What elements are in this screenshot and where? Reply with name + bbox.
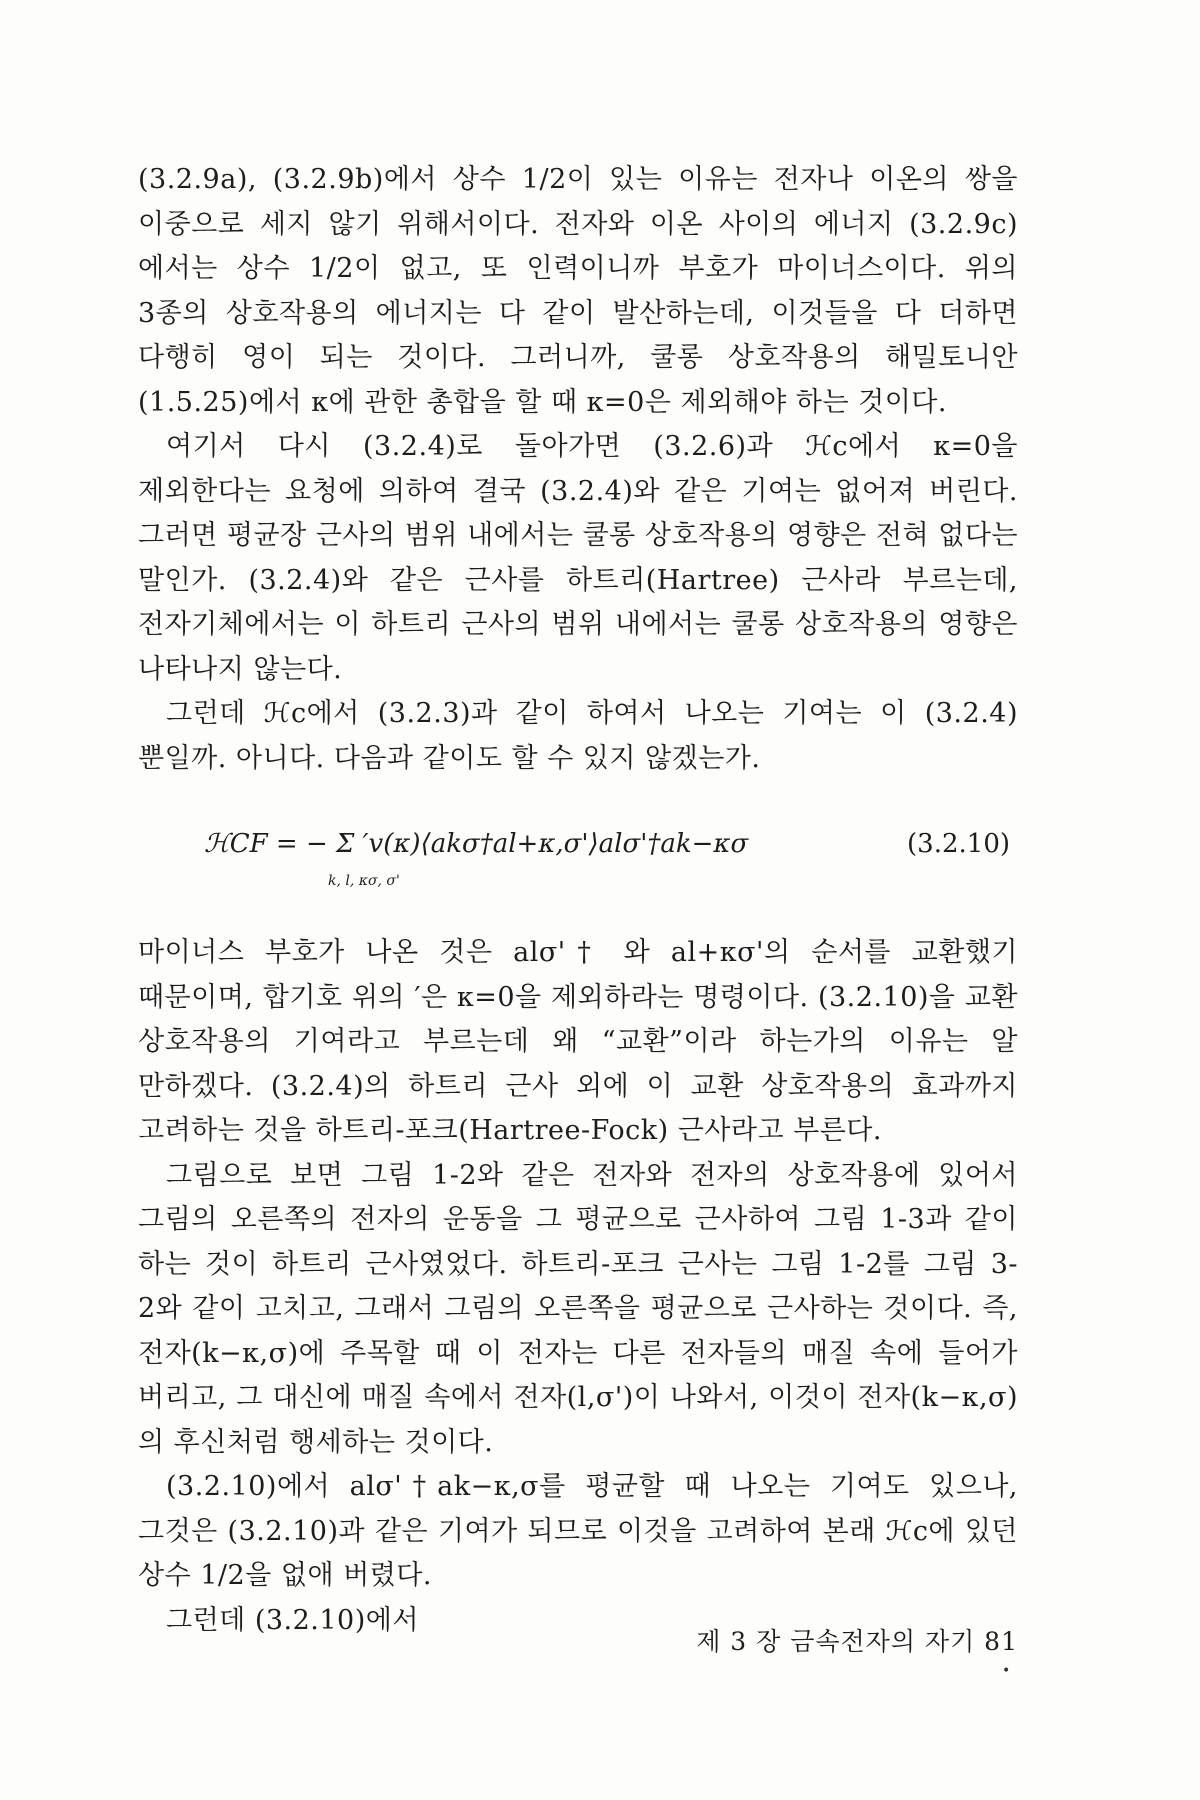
print-speck: •	[1002, 1663, 1011, 1679]
equation-3-2-10	[138, 781, 1018, 931]
body-text	[138, 158, 1018, 1643]
paragraph-2: 여기서 다시 (3.2.4)로 돌아가면 (3.2.6)과 ℋc에서 κ=0을 제외한다는 요청에 의하여 결국 (3.2.4)와 같은 기여는 없어져 버린다. 그러면 평균장 근사의 범위 내에서는 쿨롱 상호작용의 영향은 전혀 없다는 말인가. (3.2.4)와 같은 근사를 하트리(Hartree) 근사라 부르는데, 전자기체에서는 이 하트리 근사의 범위 내에서는 쿨롱 상호작용의 영향은 나타나지 않는다.	[138, 431, 1018, 685]
paragraph-1: (3.2.9a), (3.2.9b)에서 상수 1/2이 있는 이유는 전자나 이온의 쌍을 이중으로 세지 않기 위해서이다. 전자와 이온 사이의 에너지 (3.2.9c)에서는 상수 1/2이 없고, 또 인력이니까 부호가 마이너스이다. 위의 3종의 상호작용의 에너지는 다 같이 발산하는데, 이것들을 다 더하면 다행히 영이 되는 것이다. 그러니까, 쿨롱 상호작용의 해밀토니안 (1.5.25)에서 κ에 관한 총합을 할 때 κ=0은 제외해야 하는 것이다.	[138, 164, 1018, 418]
equation-number: (3.2.10)	[907, 829, 1010, 859]
paragraph-6: (3.2.10)에서 alσ'†ak−κ,σ를 평균할 때 나오는 기여도 있으나, 그것은 (3.2.10)과 같은 기여가 되므로 이것을 고려하여 본래 ℋc에 있던 상수 1/2을 없애 버렸다.	[138, 1471, 1018, 1591]
equation-formula: ℋCF = − Σ ′v(κ)⟨akσ†al+κ,σ'⟩alσ'†ak−κσ	[204, 829, 749, 859]
paragraph-7: 그런데 (3.2.10)에서	[166, 1604, 419, 1636]
paragraph-4: 마이너스 부호가 나온 것은 alσ'† 와 al+κσ'의 순서를 교환했기 때문이며, 합기호 위의 ′은 κ=0을 제외하라는 명령이다. (3.2.10)을 교환 상호작용의 기여라고 부르는데 왜 “교환”이라 하는가의 이유는 알 만하겠다. (3.2.4)의 하트리 근사 외에 이 교환 상호작용의 효과까지 고려하는 것을 하트리-포크(Hartree-Fock) 근사라고 부른다.	[138, 937, 1018, 1146]
equation-sum-subscript: k, l, κσ, σ'	[328, 873, 400, 889]
paragraph-5: 그림으로 보면 그림 1-2와 같은 전자와 전자의 상호작용에 있어서 그림의 오른쪽의 전자의 운동을 그 평균으로 근사하여 그림 1-3과 같이 하는 것이 하트리 근사였었다. 하트리-포크 근사는 그림 1-2를 그림 3-2와 같이 고치고, 그래서 그림의 오른쪽을 평균으로 근사하는 것이다. 즉, 전자(k−κ,σ)에 주목할 때 이 전자는 다른 전자들의 매질 속에 들어가 버리고, 그 대신에 매질 속에서 전자(l,σ')이 나와서, 이것이 전자(k−κ,σ)의 후신처럼 행세하는 것이다.	[138, 1159, 1018, 1458]
running-footer: 제 3 장 금속전자의 자기 81	[696, 1627, 1018, 1656]
paragraph-3: 그런데 ℋc에서 (3.2.3)과 같이 하여서 나오는 기여는 이 (3.2.4)뿐일까. 아니다. 다음과 같이도 할 수 있지 않겠는가.	[138, 698, 1018, 774]
